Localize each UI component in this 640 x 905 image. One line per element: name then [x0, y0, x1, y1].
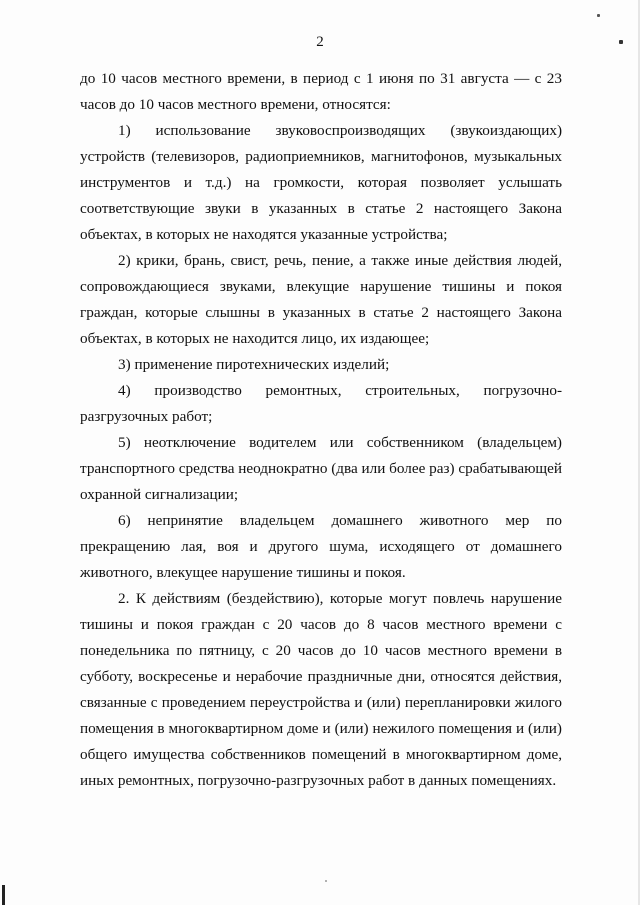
scan-edge-mark [2, 885, 5, 905]
document-body [80, 66, 562, 794]
page-number: 2 [316, 34, 324, 50]
list-item-3: 3) применение пиротехнических изделий; [118, 356, 390, 373]
list-item-6: 6) непринятие владельцем домашнего животного мер по прекращению лая, воя и другого шума, исходящего от домашнего животного, влекущее нарушение тишины и покоя. [80, 512, 562, 581]
list-item-2: 2) крики, брань, свист, речь, пение, а также иные действия людей, сопровождающиеся звуками, влекущие нарушение тишины и покоя граждан, которые слышны в указанных в статье 2 настоящего Закона объектах, в которых не находится лицо, их издающее; [80, 252, 562, 347]
scan-speck [619, 40, 623, 44]
scan-speck [597, 14, 600, 17]
list-item-5: 5) неотключение водителем или собственником (владельцем) транспортного средства неоднократно (два или более раз) срабатывающей охранной сигнализации; [80, 434, 562, 503]
scan-speck [325, 880, 327, 882]
list-item-4: 4) производство ремонтных, строительных, погрузочно-разгрузочных работ; [80, 382, 562, 425]
list-item-1: 1) использование звуковоспроизводящих (звукоиздающих) устройств (телевизоров, радиоприемников, магнитофонов, музыкальных инструментов и т.д.) на громкости, которая позволяет услышать соответствующие звуки в указанных в статье 2 настоящего Закона объектах, в которых не находятся указанные устройства; [80, 122, 562, 243]
paragraph-continuation: до 10 часов местного времени, в период с 1 июня по 31 августа — с 23 часов до 10 часов местного времени, относятся: [80, 70, 562, 113]
section-2-paragraph: 2. К действиям (бездействию), которые могут повлечь нарушение тишины и покоя граждан с 20 часов до 8 часов местного времени с понедельника по пятницу, с 20 часов до 10 часов местного времени в субботу, воскресенье и нерабочие праздничные дни, относятся действия, связанные с проведением переустройства и (или) перепланировки жилого помещения в многоквартирном доме и (или) нежилого помещения и (или) общего имущества собственников помещений в многоквартирном доме, иных ремонтных, погрузочно-разгрузочных работ в данных помещениях. [80, 590, 562, 789]
